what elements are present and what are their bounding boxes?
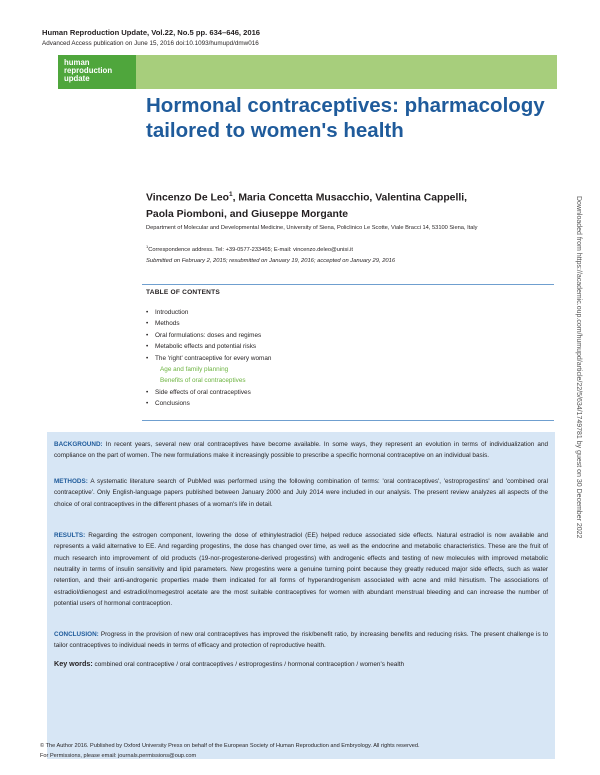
- keywords-label: Key words:: [54, 659, 93, 668]
- toc-item[interactable]: [146, 307, 271, 318]
- bullet-icon: •: [146, 331, 149, 339]
- authors-continued: , Maria Concetta Musacchio, Valentina Cappelli,: [232, 192, 468, 204]
- abstract-results: [54, 530, 548, 609]
- methods-text: A systematic literature search of PubMed was performed using the following combination of terms: 'oral contraceptives', 'estroprogestins' and 'combined oral contraceptive'. Only English-language papers published between January 2000 and July 2014 were included in our analysis. The present review analyzes all aspects of the choice of oral contraceptives in the different phases of a woman's life in detail.: [54, 478, 548, 508]
- submission-dates: Submitted on February 2, 2015; resubmitted on January 19, 2016; accepted on January 29, 2016: [146, 258, 396, 264]
- abstract-keywords: [54, 658, 548, 670]
- logo-line-1: human: [64, 58, 90, 67]
- keywords-text: combined oral contraceptive / oral contraceptives / estroprogestins / hormonal contraception / women's health: [92, 661, 405, 668]
- toc-item-label: Conclusions: [155, 400, 190, 408]
- journal-logo: [58, 55, 136, 89]
- author-affiliation-mark: 1: [228, 191, 233, 198]
- toc-item-label: Metabolic effects and potential risks: [155, 343, 257, 351]
- toc-item-label: Oral formulations: doses and regimes: [155, 331, 262, 339]
- background-text: In recent years, several new oral contraceptives have become available. In some ways, they represent an evolution in terms of individualization and compliance on the part of women. The new formulations make it increasingly possible to prescribe a specific hormonal contraceptive on an individual basis.: [54, 441, 548, 460]
- methods-label: METHODS:: [54, 478, 88, 485]
- correspondence-mark: 1: [146, 244, 149, 249]
- results-text: Regarding the estrogen component, lowering the dose of ethinylestradiol (EE) helped reduce associated side effects. Natural estradiol is now available and represents a valid alternative to EE. And regarding progestins, the dose has changed over time, as well as the endocrine and metabolic characteristics. These are the fruit of much research into improvement of old products (19-nor-progesterone-derived progestins) with androgenic effects and testing of new molecules with improved metabolic neutrality in terms of insulin sensitivity and lipid parameters. New progestins were a genuine turning point because they greatly reduced major side effects, such as water retention, and their anti-androgenic properties made them indicated for all forms of hyperandrogenism associated with acne and mild hirsutism. The associations of estradiol/dienogest and estradiol/nomegestrol acetate are the most suitable contraceptives for women with abundant menstrual bleeding and can increase the number of potential users of hormonal contraception.: [54, 532, 548, 608]
- abstract-background: [54, 439, 548, 462]
- permissions-line: For Permissions, please email: journals.permissions@oup.com: [40, 752, 197, 759]
- results-label: RESULTS:: [54, 532, 86, 539]
- toc-item-label: Side effects of oral contraceptives: [155, 388, 251, 396]
- toc-list: [146, 307, 271, 410]
- conclusion-text: Progress in the provision of new oral contraceptives has improved the risk/benefit ratio, by increasing benefits and reducing risks. The present challenge is to tailor contraceptives to individual needs in terms of efficacy and protection of reproductive health.: [54, 631, 548, 650]
- authors-line-2: Paola Piomboni, and Giuseppe Morgante: [146, 208, 349, 220]
- article-title: Hormonal contraceptives: pharmacology tailored to women's health: [146, 94, 545, 142]
- toc-item-label: The 'right' contraceptive for every woman: [155, 354, 272, 362]
- affiliation: Department of Molecular and Developmental Medicine, University of Siena, Policlinico Le Scotte, Viale Bracci 14, 53100 Siena, Italy: [146, 225, 478, 231]
- toc-item-label: Introduction: [155, 309, 189, 316]
- background-label: BACKGROUND:: [54, 441, 103, 448]
- advance-access-line: Advanced Access publication on June 15, 2016 doi:10.1093/humupd/dmw016: [42, 40, 259, 47]
- toc-heading: TABLE OF CONTENTS: [146, 289, 220, 296]
- logo-line-3: update: [64, 74, 90, 83]
- bullet-icon: •: [146, 320, 149, 328]
- bullet-icon: •: [146, 343, 149, 351]
- author-list: [146, 187, 556, 223]
- abstract-methods: [54, 476, 548, 510]
- table-of-contents: [142, 284, 554, 421]
- download-note: Downloaded from https://academic.oup.com/humupd/article/22/5/634/1749781 by guest on 30 December 2022: [575, 196, 582, 539]
- toc-item[interactable]: [146, 398, 271, 409]
- copyright-footer: [40, 742, 560, 761]
- toc-item[interactable]: [146, 353, 271, 364]
- abstract-box: [47, 432, 555, 759]
- correspondence-text: Correspondence address. Tel: +39-0577-233465; E-mail: vincenzo.deleo@unisi.it: [148, 246, 353, 253]
- correspondence: [146, 244, 566, 253]
- abstract-conclusion: [54, 629, 548, 652]
- first-author[interactable]: Vincenzo De Leo: [146, 192, 229, 204]
- journal-citation: Human Reproduction Update, Vol.22, No.5 pp. 634–646, 2016: [42, 28, 261, 37]
- toc-item[interactable]: [146, 330, 271, 341]
- bullet-icon: •: [146, 354, 149, 362]
- conclusion-label: CONCLUSION:: [54, 631, 99, 638]
- toc-subitem[interactable]: Benefits of oral contraceptives: [160, 377, 246, 385]
- toc-item[interactable]: [146, 318, 271, 329]
- copyright-line: © The Author 2016. Published by Oxford University Press on behalf of the European Society of Human Reproduction and Embryology. All rights reserved.: [40, 743, 420, 749]
- toc-item[interactable]: [146, 387, 271, 398]
- logo-line-2: reproduction: [64, 66, 113, 75]
- bullet-icon: •: [146, 388, 149, 396]
- toc-item[interactable]: [146, 341, 271, 352]
- bullet-icon: •: [146, 400, 149, 408]
- bullet-icon: •: [146, 309, 149, 316]
- toc-item-label: Methods: [155, 320, 180, 328]
- toc-subitem[interactable]: Age and family planning: [160, 366, 229, 374]
